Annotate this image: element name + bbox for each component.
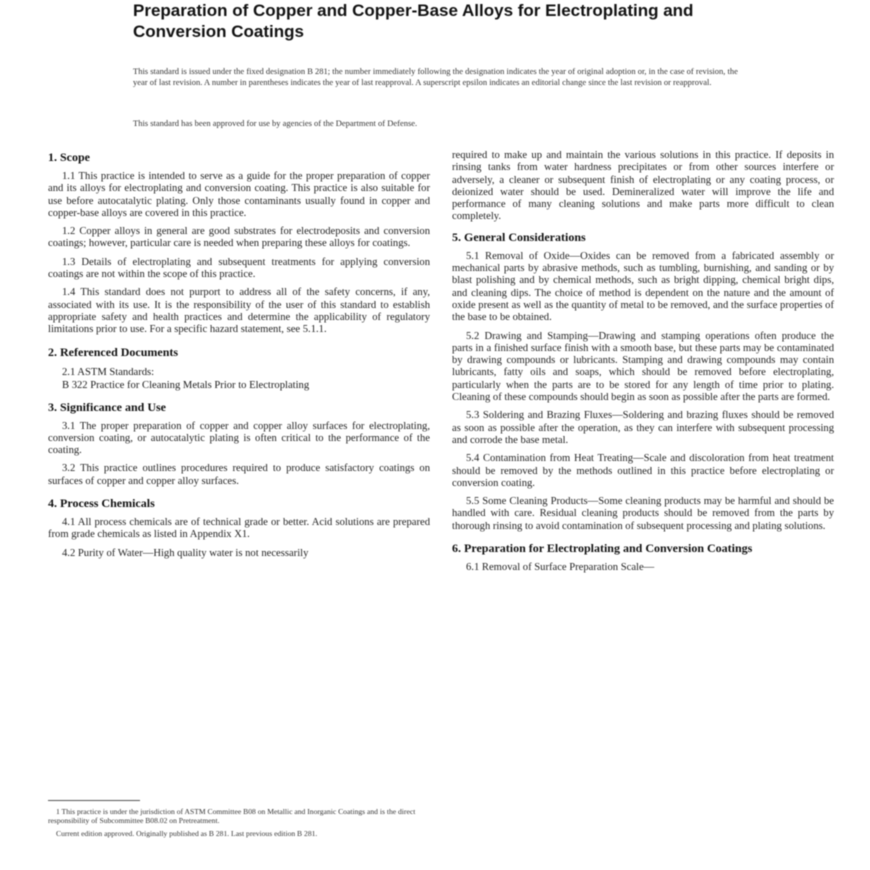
section-heading: 4. Process Chemicals: [48, 496, 155, 511]
footnote: Current edition approved. Originally published as B 281. Last previous edition B 281.: [56, 829, 318, 838]
approval-note: This standard has been approved for use by agencies of the Department of Defense.: [133, 118, 418, 128]
reference-item: B 322 Practice for Cleaning Metals Prior to Electroplating: [62, 379, 310, 391]
paragraph: 5.1 Removal of Oxide—Oxides can be removed from a fabricated assembly or mechanical parts by abrasive methods, such as tumbling, burnishing, and sanding or by blast polishing and by chemical methods, such as bright dipping, chemical bright dips, and cleaning dips. The choice of method is dependent on the nature and the amount of oxide present as well as the quantity of metal to be removed, and the surface properties of the base to be obtained.: [452, 250, 834, 324]
section-heading: 5. General Considerations: [452, 229, 586, 244]
paragraph: 1.2 Copper alloys in general are good substrates for electrodeposits and conversion coatings; however, particular care is needed when preparing these alloys for coatings.: [48, 226, 430, 250]
paragraph: 6.1 Removal of Surface Preparation Scale—: [466, 562, 655, 574]
paragraph: 5.2 Drawing and Stamping—Drawing and stamping operations often produce the parts in a finished surface finish with a smooth base, but these parts may be contaminated by drawing compounds or lubricants. Stamping and drawing compounds may contain lubricants, fatty oils and soaps, which should be removed before electroplating, particularly when the parts are to be stored for any length of time prior to plating. Cleaning of these compounds should begin as soon as possible after the parts are formed.: [452, 330, 834, 404]
footnote-rule: [48, 800, 140, 801]
paragraph-continued: required to make up and maintain the various solutions in this practice. If deposits in rinsing tanks from water hardness precipitates or from other sources interfere or adversely, a cleaner or subsequent finish of electroplating or any coating process, or deionized water should be used. Demineralized water will improve the life and performance of many cleaning solutions and make parts more difficult to clean completely.: [452, 150, 834, 223]
footnotes: [48, 800, 430, 842]
section-referenced-documents: [48, 345, 430, 392]
paragraph: 3.1 The proper preparation of copper and copper alloy surfaces for electroplating, conversion coating, or autocatalytic plating is often critical to the performance of the coating.: [48, 420, 430, 457]
paragraph: 5.4 Contamination from Heat Treating—Scale and discoloration from heat treatment should be removed by the methods outlined in this practice before electroplating or conversion coating.: [452, 453, 834, 489]
section-scope: [48, 150, 430, 337]
paragraph: 3.2 This practice outlines procedures required to produce satisfactory coatings on surfaces of copper and copper alloy surfaces.: [48, 463, 430, 487]
section-general-considerations: [452, 230, 834, 533]
paragraph: 5.3 Soldering and Brazing Fluxes—Soldering and brazing fluxes should be removed as soon as possible after the operation, as they can interfere with subsequent processing and corrode the base metal.: [452, 410, 834, 446]
paragraph: 1.1 This practice is intended to serve as a guide for the proper preparation of copper and its alloys for electroplating and conversion coating. This practice is also suitable for use before autocatalytic plating. Only those contaminants usually found in copper and copper-base alloys are covered in this practice.: [48, 171, 430, 219]
left-column: [48, 150, 430, 568]
reference-subheading: 2.1 ASTM Standards:: [62, 366, 155, 378]
section-heading: 3. Significance and Use: [48, 399, 167, 414]
section-significance: [48, 400, 430, 488]
paragraph: 4.1 All process chemicals are of technical grade or better. Acid solutions are prepared from grade chemicals as listed in Appendix X1.: [48, 517, 430, 541]
paragraph: 5.5 Some Cleaning Products—Some cleaning products may be harmful and should be handled with care. Residual cleaning products should be removed from the parts by thorough rinsing to avoid contamination of subsequent processing and plating solutions.: [452, 496, 834, 532]
paragraph: 4.2 Purity of Water—High quality water is not necessarily: [62, 547, 309, 559]
right-column: [452, 150, 834, 582]
section-heading: 6. Preparation for Electroplating and Conversion Coatings: [452, 541, 753, 556]
section-heading: 2. Referenced Documents: [48, 344, 179, 359]
paragraph: 1.4 This standard does not purport to address all of the safety concerns, if any, associated with its use. It is the responsibility of the user of this standard to establish appropriate safety and health practices and determine the applicability of regulatory limitations prior to use. For a specific hazard statement, see 5.1.1.: [48, 287, 430, 336]
document-title: Preparation of Copper and Copper-Base Alloys for Electroplating and Conversion Coatings: [133, 1, 694, 41]
section-heading: 1. Scope: [48, 150, 90, 164]
paragraph: 1.3 Details of electroplating and subsequent treatments for applying conversion coatings are not within the scope of this practice.: [48, 256, 430, 281]
designation-preamble: This standard is issued under the fixed designation B 281; the number immediately following the designation indicates the year of original adoption or, in the case of revision, the year of last revision. A number in parentheses indicates the year of last reapproval. A superscript epsilon indicates an editorial change since the last revision or reapproval.: [133, 66, 738, 87]
section-preparation: [452, 541, 834, 574]
footnote: 1 This practice is under the jurisdiction of ASTM Committee B08 on Metallic and Inorganic Coatings and is the direct responsibility of Subcommittee B08.02 on Pretreatment.: [48, 807, 416, 825]
section-process-chemicals: [48, 496, 430, 560]
